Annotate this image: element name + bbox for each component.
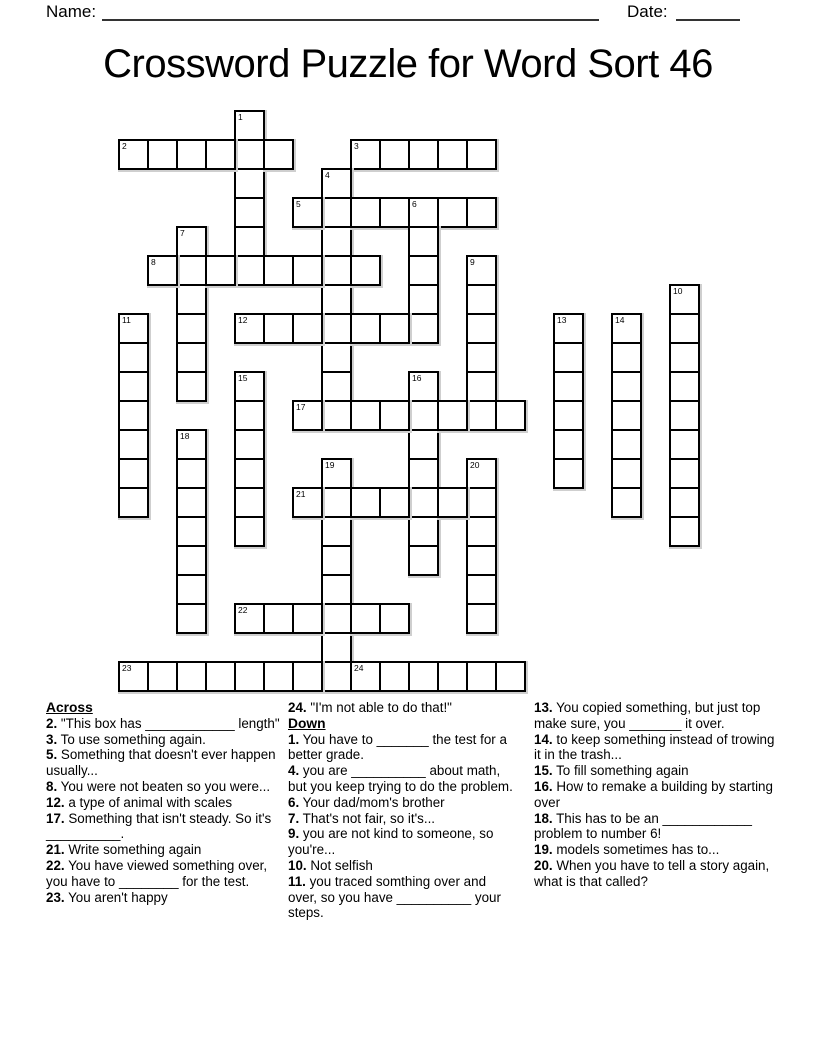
grid-cell[interactable] <box>118 429 149 460</box>
clue-item: 22. You have viewed something over, you have to ________ for the test. <box>46 857 268 889</box>
clue-column-1 <box>46 700 282 905</box>
grid-cell[interactable] <box>669 516 700 547</box>
grid-cell[interactable] <box>234 603 265 634</box>
grid-cell[interactable] <box>669 458 700 489</box>
grid-cell[interactable] <box>669 400 700 431</box>
grid-cell[interactable] <box>466 574 497 605</box>
grid-cell[interactable] <box>292 603 323 634</box>
grid-cell[interactable] <box>321 661 352 692</box>
grid-cell[interactable] <box>321 255 352 286</box>
clue-item: 21. Write something again <box>46 842 202 858</box>
cell-number: 6 <box>412 199 417 209</box>
grid-cell[interactable] <box>466 255 497 286</box>
grid-cell[interactable] <box>611 342 642 373</box>
grid-cell[interactable] <box>118 661 149 692</box>
grid-cell[interactable] <box>408 516 439 547</box>
cell-number: 9 <box>470 257 475 267</box>
clue-item: 16. How to remake a building by starting over <box>534 778 773 810</box>
grid-cell[interactable] <box>553 458 584 489</box>
grid-cell[interactable] <box>466 371 497 402</box>
grid-cell[interactable] <box>379 603 410 634</box>
grid-cell[interactable] <box>350 487 381 518</box>
cell-number: 14 <box>615 315 625 325</box>
grid-cell[interactable] <box>553 371 584 402</box>
grid-cell[interactable] <box>321 168 352 199</box>
grid-cell[interactable] <box>176 226 207 257</box>
grid-cell[interactable] <box>205 255 236 286</box>
grid-cell[interactable] <box>379 400 410 431</box>
grid-cell[interactable] <box>350 139 381 170</box>
grid-cell[interactable] <box>118 400 149 431</box>
cell-number: 2 <box>122 141 127 151</box>
grid-cell[interactable] <box>553 400 584 431</box>
grid-cell[interactable] <box>611 429 642 460</box>
page-title: Crossword Puzzle for Word Sort 46 <box>103 42 713 86</box>
grid-cell[interactable] <box>176 574 207 605</box>
grid-cell[interactable] <box>147 255 178 286</box>
grid-cell[interactable] <box>321 487 352 518</box>
grid-cell[interactable] <box>176 487 207 518</box>
grid-cell[interactable] <box>669 429 700 460</box>
grid-cell[interactable] <box>176 661 207 692</box>
grid-cell[interactable] <box>466 400 497 431</box>
clue-number: 5. <box>46 747 58 763</box>
grid-cell[interactable] <box>292 487 323 518</box>
grid-cell[interactable] <box>495 400 526 431</box>
grid-cell[interactable] <box>205 661 236 692</box>
grid-cell[interactable] <box>466 603 497 634</box>
grid-cell[interactable] <box>553 313 584 344</box>
grid-cell[interactable] <box>234 371 265 402</box>
grid-cell[interactable] <box>321 574 352 605</box>
clue-item: 19. models sometimes has to... <box>534 842 720 858</box>
grid-cell[interactable] <box>466 545 497 576</box>
grid-cell[interactable] <box>350 400 381 431</box>
grid-cell[interactable] <box>321 226 352 257</box>
clue-item: 15. To fill something again <box>534 763 689 779</box>
clue-item: 12. a type of animal with scales <box>46 794 233 810</box>
grid-cell[interactable] <box>611 371 642 402</box>
grid-cell[interactable] <box>321 197 352 228</box>
grid-cell[interactable] <box>669 342 700 373</box>
grid-cell[interactable] <box>263 139 294 170</box>
cell-number: 3 <box>354 141 359 151</box>
cell-number: 21 <box>296 489 306 499</box>
grid-cell[interactable] <box>408 545 439 576</box>
grid-cell[interactable] <box>147 139 178 170</box>
grid-cell[interactable] <box>118 487 149 518</box>
grid-cell[interactable] <box>437 139 468 170</box>
grid-cell[interactable] <box>292 197 323 228</box>
cell-number: 15 <box>238 373 248 383</box>
clue-item: 8. You were not beaten so you were... <box>46 778 271 794</box>
clue-number: 16. <box>534 778 553 794</box>
cell-number: 20 <box>470 460 480 470</box>
grid-cell[interactable] <box>292 661 323 692</box>
grid-cell[interactable] <box>234 458 265 489</box>
cell-number: 1 <box>238 112 243 122</box>
cell-number: 11 <box>122 315 131 325</box>
cell-number: 24 <box>354 663 364 673</box>
grid-cell[interactable] <box>408 487 439 518</box>
grid-cell[interactable] <box>321 458 352 489</box>
grid-cell[interactable] <box>118 313 149 344</box>
grid-cell[interactable] <box>408 284 439 315</box>
grid-cell[interactable] <box>466 487 497 518</box>
grid-cell[interactable] <box>321 342 352 373</box>
grid-cell[interactable] <box>611 458 642 489</box>
cell-number: 13 <box>557 315 567 325</box>
grid-cell[interactable] <box>234 516 265 547</box>
grid-cell[interactable] <box>408 400 439 431</box>
clue-number: 19. <box>534 842 553 858</box>
cell-number: 23 <box>122 663 132 673</box>
cell-number: 18 <box>180 431 190 441</box>
grid-cell[interactable] <box>466 516 497 547</box>
grid-cell[interactable] <box>437 487 468 518</box>
clue-column-2 <box>288 700 518 921</box>
clue-item: 18. This has to be an ____________ problem to number 6! <box>534 810 752 842</box>
clue-number: 4. <box>288 763 300 779</box>
cell-number: 10 <box>673 286 683 296</box>
grid-cell[interactable] <box>466 342 497 373</box>
grid-cell[interactable] <box>408 139 439 170</box>
grid-cell[interactable] <box>118 139 149 170</box>
grid-cell[interactable] <box>669 487 700 518</box>
grid-cell[interactable] <box>176 139 207 170</box>
grid-cell[interactable] <box>234 110 265 141</box>
clue-item: 4. you are __________ about math, but you keep trying to do the problem. <box>288 763 513 794</box>
grid-cell[interactable] <box>263 255 294 286</box>
grid-cell[interactable] <box>176 342 207 373</box>
grid-cell[interactable] <box>234 197 265 228</box>
grid-cell[interactable] <box>321 603 352 634</box>
grid-cell[interactable] <box>379 197 410 228</box>
clue-number: 23. <box>46 889 65 905</box>
grid-cell[interactable] <box>379 313 410 344</box>
grid-cell[interactable] <box>669 284 700 315</box>
grid-cell[interactable] <box>669 313 700 344</box>
clue-number: 9. <box>288 826 300 842</box>
grid-cell[interactable] <box>553 429 584 460</box>
grid-cell[interactable] <box>176 284 207 315</box>
clue-number: 14. <box>534 731 553 747</box>
grid-cell[interactable] <box>466 284 497 315</box>
clue-number: 11. <box>288 873 306 889</box>
clue-item: 20. When you have to tell a story again, what is that called? <box>534 857 770 889</box>
grid-cell[interactable] <box>408 661 439 692</box>
grid-cell[interactable] <box>321 313 352 344</box>
clue-item: 23. You aren't happy <box>46 889 168 905</box>
clue-number: 8. <box>46 778 58 794</box>
grid-cell[interactable] <box>292 255 323 286</box>
clue-number: 24. <box>288 700 307 715</box>
grid-cell[interactable] <box>321 371 352 402</box>
cell-number: 19 <box>325 460 335 470</box>
grid-cell[interactable] <box>176 603 207 634</box>
grid-cell[interactable] <box>321 545 352 576</box>
grid-cell[interactable] <box>408 255 439 286</box>
cell-number: 12 <box>238 315 248 325</box>
grid-cell[interactable] <box>495 661 526 692</box>
grid-cell[interactable] <box>437 197 468 228</box>
clues-across-header: Across <box>46 700 93 715</box>
clue-item: 24. "I'm not able to do that!" <box>288 700 452 715</box>
date-label: Date: <box>627 2 668 21</box>
grid-cell[interactable] <box>321 400 352 431</box>
clue-column-3 <box>534 700 776 890</box>
grid-cell[interactable] <box>466 661 497 692</box>
cell-number: 16 <box>412 373 422 383</box>
cell-number: 5 <box>296 199 301 209</box>
grid-cell[interactable] <box>408 197 439 228</box>
clue-number: 1. <box>288 731 300 747</box>
grid-cell[interactable] <box>321 632 352 663</box>
clue-number: 18. <box>534 810 553 826</box>
grid-cell[interactable] <box>408 313 439 344</box>
clue-item: 13. You copied something, but just top make sure, you _______ it over. <box>534 700 761 731</box>
grid-cell[interactable] <box>611 400 642 431</box>
grid-cell[interactable] <box>234 226 265 257</box>
clue-item: 3. To use something again. <box>46 731 206 747</box>
grid-cell[interactable] <box>176 371 207 402</box>
grid-cell[interactable] <box>669 371 700 402</box>
clue-number: 6. <box>288 794 300 810</box>
grid-cell[interactable] <box>437 400 468 431</box>
cell-number: 17 <box>296 402 306 412</box>
grid-cell[interactable] <box>292 313 323 344</box>
grid-cell[interactable] <box>553 342 584 373</box>
grid-cell[interactable] <box>408 371 439 402</box>
grid-cell[interactable] <box>176 545 207 576</box>
grid-cell[interactable] <box>176 255 207 286</box>
grid-cell[interactable] <box>176 458 207 489</box>
name-label: Name: <box>46 2 97 21</box>
grid-cell[interactable] <box>118 458 149 489</box>
grid-cell[interactable] <box>350 197 381 228</box>
grid-cell[interactable] <box>466 458 497 489</box>
cell-number: 8 <box>151 257 156 267</box>
grid-cell[interactable] <box>437 661 468 692</box>
grid-cell[interactable] <box>234 487 265 518</box>
grid-cell[interactable] <box>118 342 149 373</box>
grid-cell[interactable] <box>292 400 323 431</box>
clue-number: 10. <box>288 857 307 873</box>
grid-cell[interactable] <box>234 139 265 170</box>
grid-cell[interactable] <box>379 487 410 518</box>
grid-cell[interactable] <box>408 226 439 257</box>
grid-cell[interactable] <box>350 603 381 634</box>
clue-item: 11. you traced somthing over and over, so you have __________ your steps. <box>288 873 501 921</box>
clue-item: 7. That's not fair, so it's... <box>288 810 436 826</box>
cell-number: 4 <box>325 170 330 180</box>
grid-cell[interactable] <box>234 168 265 199</box>
clues-down-header: Down <box>288 715 326 731</box>
clue-item: 1. You have to _______ the test for a better grade. <box>288 731 507 763</box>
grid-cell[interactable] <box>234 661 265 692</box>
clue-number: 20. <box>534 857 553 873</box>
grid-cell[interactable] <box>321 516 352 547</box>
clue-number: 22. <box>46 857 65 873</box>
grid-cell[interactable] <box>263 603 294 634</box>
grid-cell[interactable] <box>118 371 149 402</box>
grid-cell[interactable] <box>205 139 236 170</box>
grid-cell[interactable] <box>350 661 381 692</box>
clue-number: 13. <box>534 700 553 715</box>
clue-number: 3. <box>46 731 58 747</box>
grid-cell[interactable] <box>379 661 410 692</box>
clue-number: 17. <box>46 810 65 826</box>
clue-number: 12. <box>46 794 65 810</box>
grid-cell[interactable] <box>611 313 642 344</box>
grid-cell[interactable] <box>234 255 265 286</box>
grid-cell[interactable] <box>379 139 410 170</box>
clue-number: 15. <box>534 763 553 779</box>
grid-cell[interactable] <box>321 284 352 315</box>
clue-number: 7. <box>288 810 300 826</box>
grid-cell[interactable] <box>350 313 381 344</box>
grid-cell[interactable] <box>234 400 265 431</box>
clue-item: 14. to keep something instead of trowing it in the trash... <box>534 731 775 763</box>
clue-item: 9. you are not kind to someone, so you're... <box>288 826 494 858</box>
cell-number: 7 <box>180 228 185 238</box>
grid-cell[interactable] <box>611 487 642 518</box>
grid-cell[interactable] <box>176 429 207 460</box>
cell-number: 22 <box>238 605 248 615</box>
clue-item: 6. Your dad/mom's brother <box>288 794 445 810</box>
grid-cell[interactable] <box>408 429 439 460</box>
grid-cell[interactable] <box>234 429 265 460</box>
grid-cell[interactable] <box>176 313 207 344</box>
clue-number: 2. <box>46 715 58 731</box>
grid-cell[interactable] <box>466 197 497 228</box>
grid-cell[interactable] <box>263 313 294 344</box>
clue-item: 17. Something that isn't steady. So it's __________. <box>46 810 272 842</box>
grid-cell[interactable] <box>466 313 497 344</box>
grid-cell[interactable] <box>263 661 294 692</box>
grid-cell[interactable] <box>350 255 381 286</box>
grid-cell[interactable] <box>147 661 178 692</box>
clue-item: 10. Not selfish <box>288 857 373 873</box>
grid-cell[interactable] <box>176 516 207 547</box>
grid-cell[interactable] <box>466 139 497 170</box>
clue-item: 2. "This box has ____________ length" <box>46 715 280 731</box>
clue-item: 5. Something that doesn't ever happen usually... <box>46 747 276 779</box>
clue-number: 21. <box>46 842 65 858</box>
grid-cell[interactable] <box>408 458 439 489</box>
grid-cell[interactable] <box>234 313 265 344</box>
